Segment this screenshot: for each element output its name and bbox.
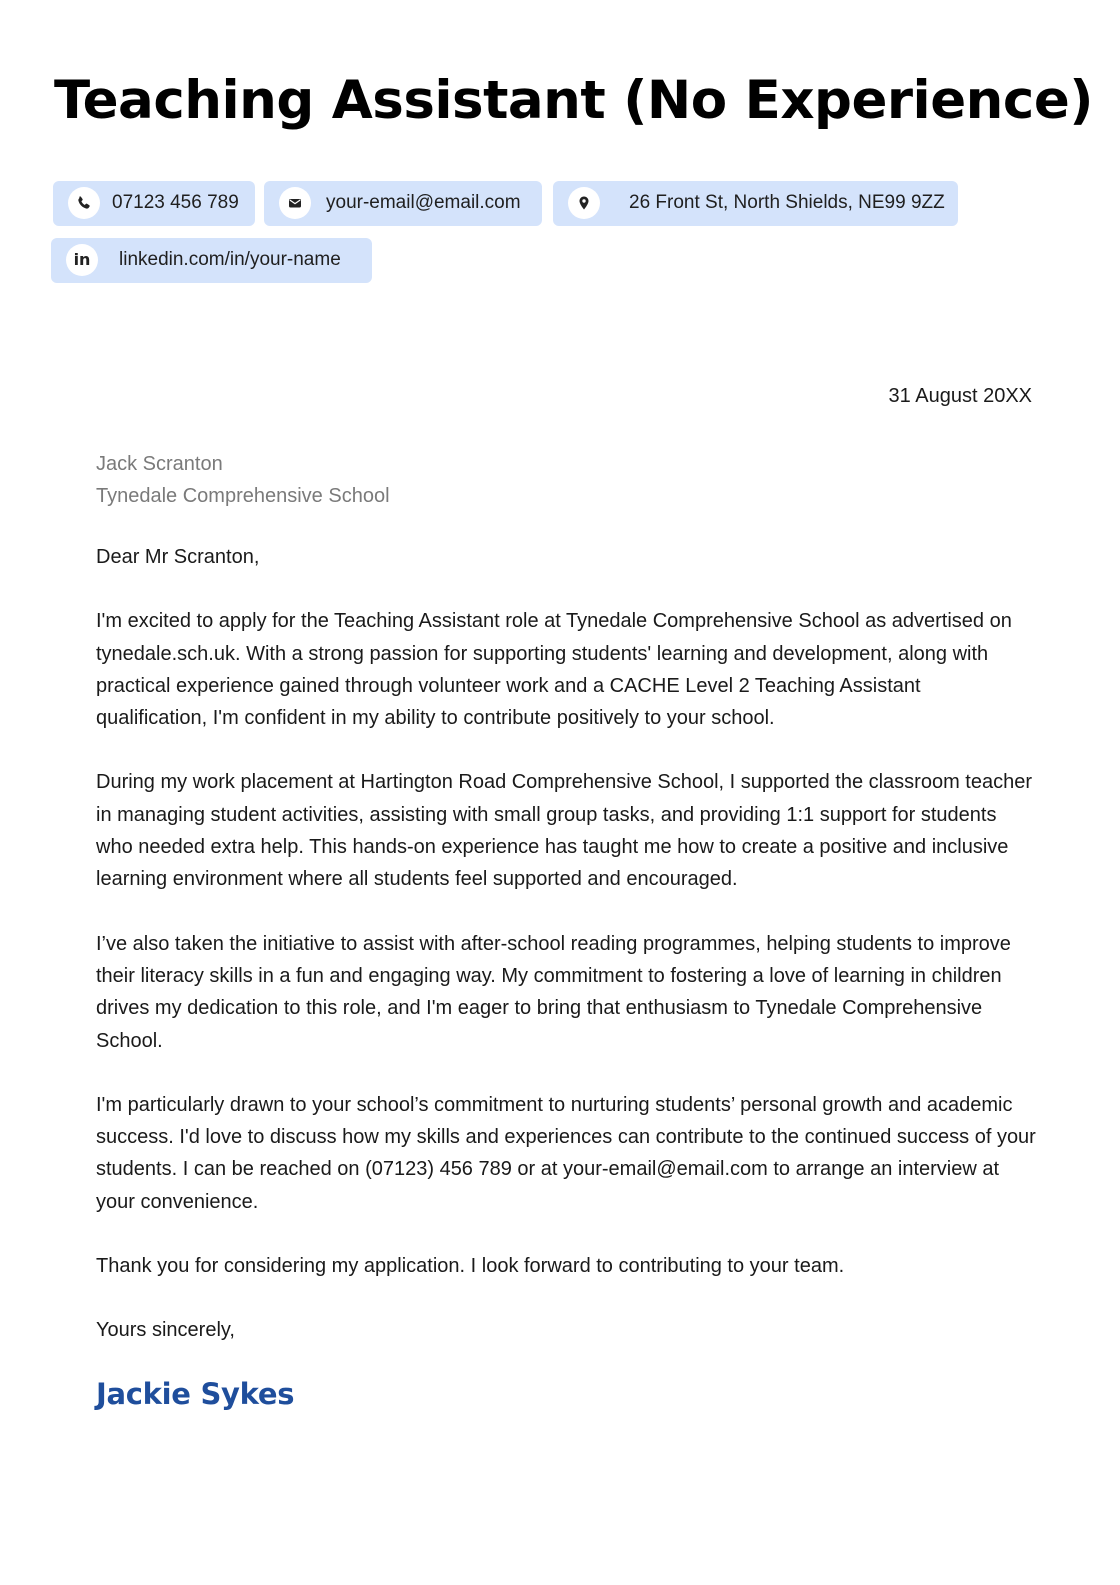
linkedin-icon-glyph: in xyxy=(73,250,91,269)
letter-date: 31 August 20XX xyxy=(888,385,1032,407)
contact-chip-email xyxy=(264,181,542,226)
recipient-block xyxy=(96,448,390,512)
closing: Yours sincerely, xyxy=(96,1319,235,1342)
body-paragraph: Thank you for considering my application. I look forward to contributing to your team. xyxy=(96,1255,845,1278)
phone-text: 07123 456 789 xyxy=(112,192,239,213)
linkedin-icon xyxy=(66,244,98,276)
phone-icon xyxy=(68,187,100,219)
contact-chip-linkedin xyxy=(51,238,372,283)
contact-chip-phone xyxy=(53,181,255,226)
recipient-name: Jack Scranton xyxy=(96,453,223,475)
body-paragraph: I'm particularly drawn to your school’s commitment to nurturing students’ personal growth and academic success. I'd love to discuss how my skills and experiences can contribute to the continued success of your students. I can be reached on (07123) 456 789 or at your-email@email.com to arrange an interview at your convenience. xyxy=(96,1093,1036,1213)
body-paragraph: During my work placement at Hartington Road Comprehensive School, I supported the classroom teacher in managing student activities, assisting with small group tasks, and providing 1:1 support for students who needed extra help. This hands-on experience has taught me how to create a positive and inclusive learning environment where all students feel supported and encouraged. xyxy=(96,771,1033,891)
contact-chip-address xyxy=(553,181,958,226)
page-title: Teaching Assistant (No Experience) xyxy=(54,70,1093,131)
address-text: 26 Front St, North Shields, NE99 9ZZ xyxy=(629,192,945,213)
email-text: your-email@email.com xyxy=(326,192,521,213)
body-paragraph: I’ve also taken the initiative to assist with after-school reading programmes, helping students to improve their literacy skills in a fun and engaging way. My commitment to fostering a love of learning in children drives my dedication to this role, and I'm eager to bring that enthusiasm to Tynedale Comprehensive School. xyxy=(96,932,1011,1052)
letter-body xyxy=(96,541,1036,1379)
location-pin-icon xyxy=(568,187,600,219)
salutation: Dear Mr Scranton, xyxy=(96,546,260,568)
email-icon xyxy=(279,187,311,219)
recipient-organization: Tynedale Comprehensive School xyxy=(96,485,390,507)
linkedin-text: linkedin.com/in/your-name xyxy=(119,249,341,270)
body-paragraph: I'm excited to apply for the Teaching Assistant role at Tynedale Comprehensive School as advertised on tynedale.sch.uk. With a strong passion for supporting students' learning and development, along with practical experience gained through volunteer work and a CACHE Level 2 Teaching Assistant qualification, I'm confident in my ability to contribute positively to your school. xyxy=(96,610,1012,730)
signature-name: Jackie Sykes xyxy=(96,1377,295,1411)
